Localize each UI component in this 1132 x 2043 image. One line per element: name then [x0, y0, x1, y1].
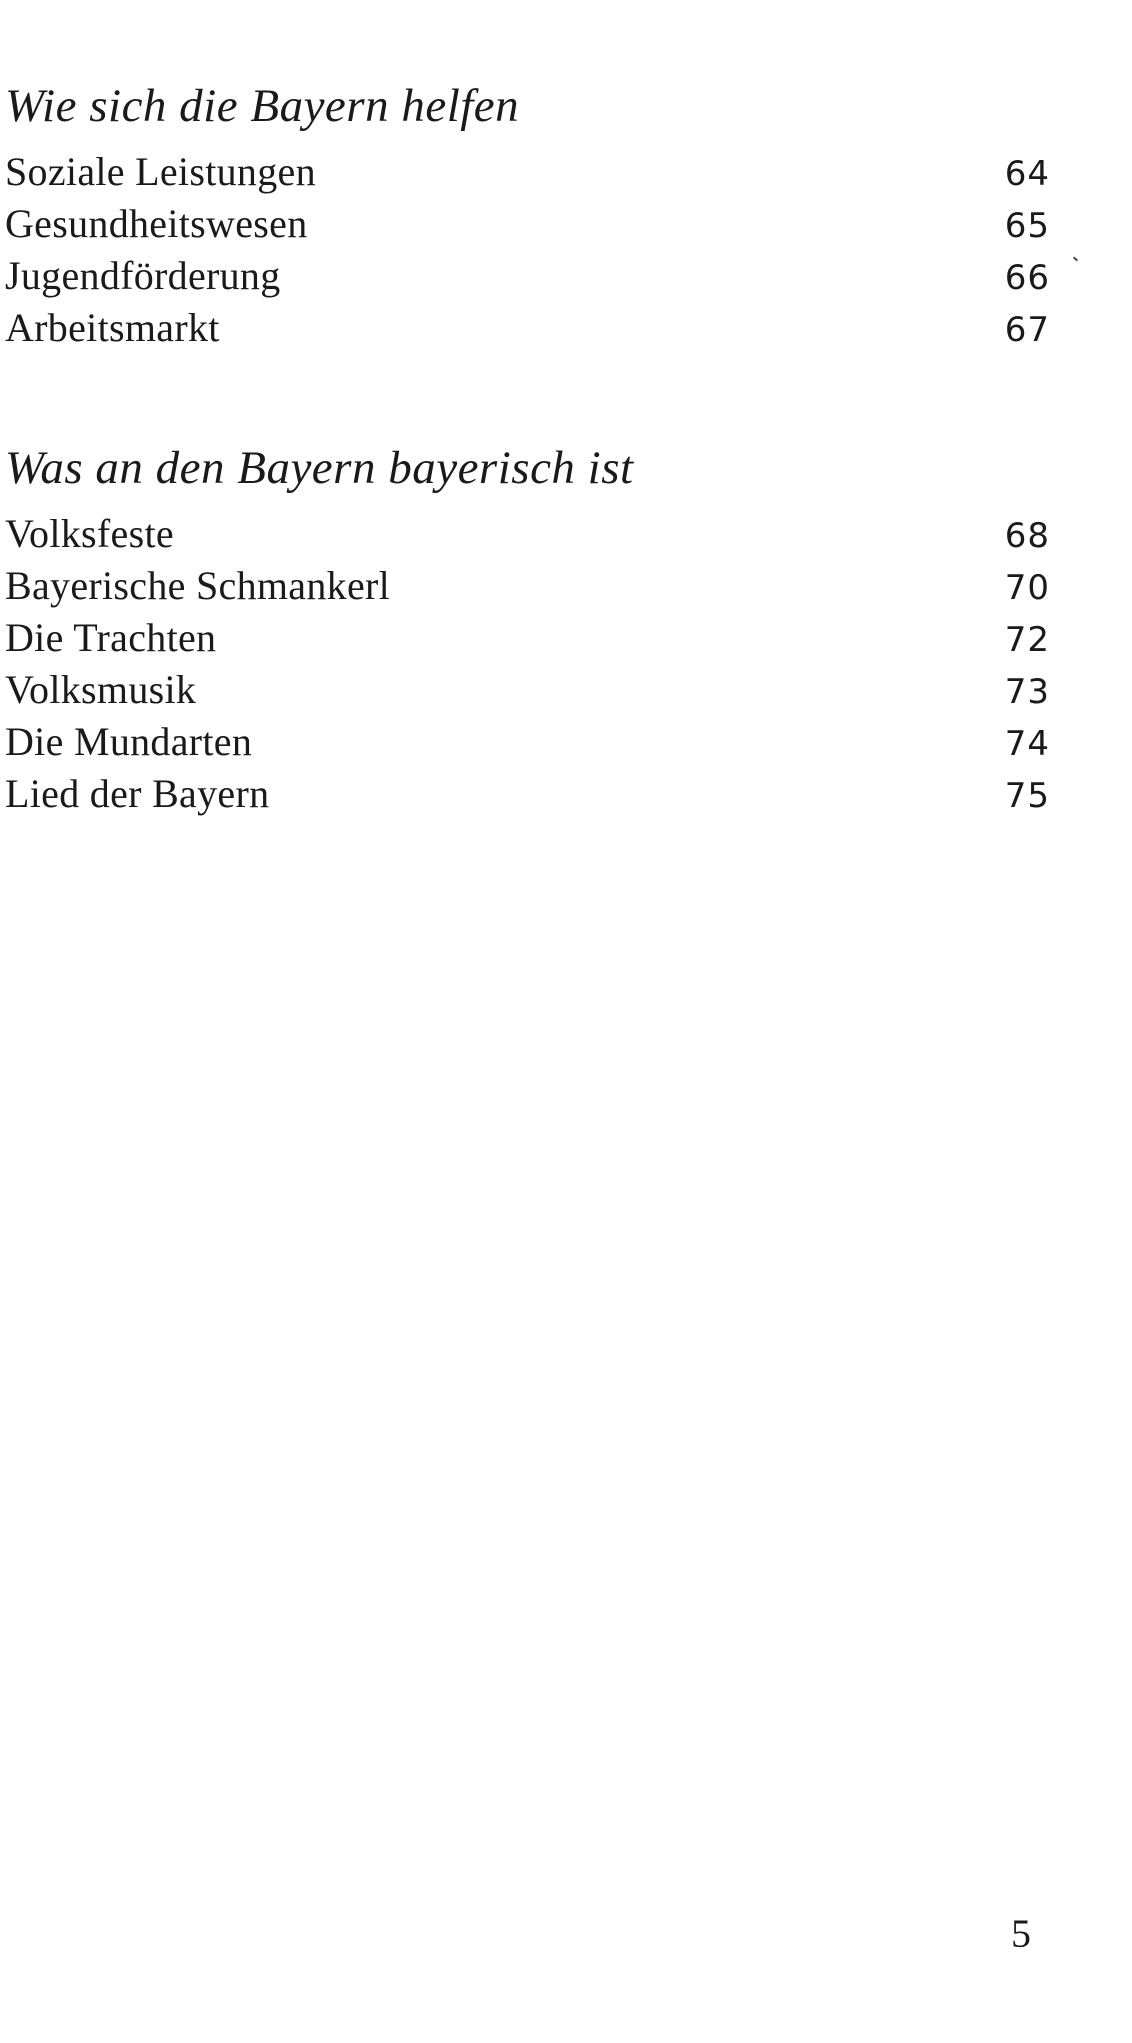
entry-page-number: 75 [1004, 776, 1050, 816]
entry-page-number: 67 [1004, 310, 1050, 350]
toc-entry [5, 198, 1050, 250]
entry-page-number: 66 [1004, 258, 1050, 298]
entry-page-number: 70 [1004, 568, 1050, 608]
entry-label: Volksfeste [5, 511, 174, 556]
toc-entry [5, 302, 1050, 354]
entry-label: Arbeitsmarkt [5, 305, 220, 350]
entry-page-number: 72 [1004, 620, 1050, 660]
toc-entry [5, 612, 1050, 664]
toc-entry [5, 664, 1050, 716]
toc-entry [5, 560, 1050, 612]
toc-entry [5, 250, 1050, 302]
entry-page-number: 68 [1004, 516, 1050, 556]
toc-section [5, 442, 1050, 820]
toc-section [5, 80, 1050, 354]
toc-entry [5, 146, 1050, 198]
section-title: Wie sich die Bayern helfen [5, 80, 520, 132]
entry-label: Lied der Bayern [5, 771, 270, 816]
entry-page-number: 64 [1004, 154, 1050, 194]
print-speck [1073, 257, 1078, 262]
toc-entry [5, 716, 1050, 768]
entry-label: Die Mundarten [5, 719, 253, 764]
entry-label: Bayerische Schmankerl [5, 563, 391, 608]
entry-label: Jugendförderung [5, 253, 281, 298]
toc-entry [5, 768, 1050, 820]
entry-page-number: 73 [1004, 672, 1050, 712]
entry-label: Die Trachten [5, 615, 217, 660]
entry-label: Gesundheitswesen [5, 201, 308, 246]
entry-label: Soziale Leistungen [5, 149, 316, 194]
entry-label: Volksmusik [5, 667, 197, 712]
toc-entry [5, 508, 1050, 560]
entry-page-number: 65 [1004, 206, 1050, 246]
folio-page-number: 5 [1011, 1911, 1031, 1956]
section-title: Was an den Bayern bayerisch ist [5, 442, 634, 494]
entry-page-number: 74 [1004, 724, 1050, 764]
